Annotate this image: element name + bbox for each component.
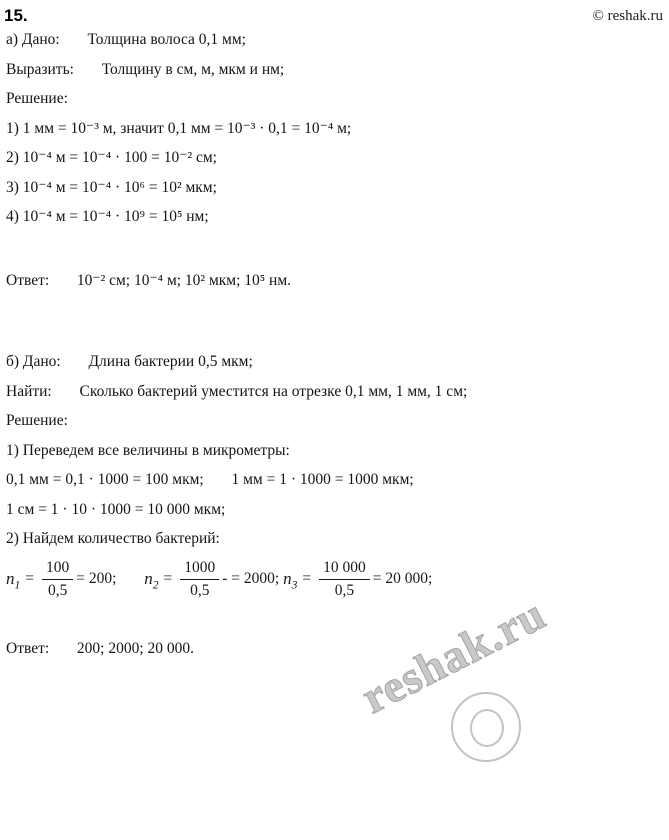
- formula-n2-fraction: [177, 559, 222, 600]
- part-a-step-1: 1) 1 мм = 10⁻³ м, значит 0,1 мм = 10⁻³ · 0,1 = 10⁻⁴ м;: [6, 119, 352, 137]
- formula-n3: [283, 559, 432, 600]
- part-b-answer-line: [6, 641, 661, 657]
- part-a-solution-label: Решение:: [6, 90, 68, 107]
- formula-n3-result: = 20 000;: [372, 570, 433, 587]
- denominator: 0,5: [190, 581, 210, 599]
- denominator: 0,5: [334, 581, 355, 599]
- part-b-find-label: Найти:: [6, 382, 52, 400]
- formula-n1-fraction: [39, 559, 76, 600]
- spacer-block: [6, 336, 661, 354]
- formula-n1-variable: $n_1$: [6, 569, 21, 592]
- part-b-find-value: Сколько бактерий уместится на отрезке 0,1 мм, 1 мм, 1 см;: [79, 382, 468, 400]
- formula-n3-fraction: [316, 559, 373, 600]
- formula-n1-result: = 200;: [76, 570, 117, 587]
- part-b-given-value: Длина бактерии 0,5 мкм;: [88, 353, 253, 370]
- part-b-formula-row: [6, 559, 661, 615]
- equals-sign: =: [302, 570, 312, 587]
- formula-n1: [6, 559, 116, 600]
- part-a-step-3: 3) 10⁻⁴ м = 10⁻⁴ · 10⁶ = 10² мкм;: [6, 178, 217, 196]
- numerator: 1000: [184, 558, 216, 576]
- part-b-conversion-line-1: [6, 472, 661, 488]
- denominator: 0,5: [47, 581, 68, 599]
- part-b-answer-label: Ответ:: [6, 639, 50, 657]
- part-b-given-line: [6, 354, 661, 370]
- spacer-block: [6, 302, 661, 336]
- watermark-seal-icon: [451, 692, 521, 762]
- spacer-block: [6, 239, 661, 273]
- formula-n2-variable: $n_2$: [144, 569, 159, 592]
- part-b-step-2-label: 2) Найдем количество бактерий:: [6, 530, 220, 547]
- numerator: 100: [46, 558, 70, 576]
- watermark-text: reshak.ru: [353, 587, 554, 724]
- part-a-given-line: [6, 32, 661, 48]
- conversion-0-1-mm: 0,1 мм = 0,1 · 1000 = 100 мкм;: [6, 471, 204, 488]
- part-a-answer-value: 10⁻² см; 10⁻⁴ м; 10² мкм; 10⁵ нм.: [76, 271, 292, 289]
- equals-sign: =: [25, 570, 35, 587]
- part-a-given-value: Толщина волоса 0,1 мм;: [87, 31, 246, 48]
- document-page: [0, 6, 669, 840]
- part-a-answer-label: Ответ:: [6, 271, 50, 289]
- page-header: [0, 6, 669, 32]
- part-a-express-line: [6, 62, 661, 78]
- part-a-express-value: Толщину в см, м, мкм и нм;: [101, 60, 285, 78]
- part-a-given-label: а) Дано:: [6, 31, 60, 48]
- part-a-express-label: Выразить:: [6, 60, 74, 78]
- formula-n3-variable: $n_3$: [283, 569, 298, 592]
- part-b-answer-value: 200; 2000; 20 000.: [76, 639, 195, 657]
- copyright-watermark: © reshak.ru: [592, 8, 663, 24]
- equals-sign: =: [163, 570, 173, 587]
- part-b-given-label: б) Дано:: [6, 353, 61, 370]
- part-b-step-1-label: 1) Переведем все величины в микрометры:: [6, 441, 290, 459]
- part-a-step-4: 4) 10⁻⁴ м = 10⁻⁴ · 10⁹ = 10⁵ нм;: [6, 208, 209, 225]
- conversion-1-mm: 1 мм = 1 · 1000 = 1000 мкм;: [231, 471, 414, 488]
- part-a-answer-line: [6, 273, 661, 289]
- part-b-conversion-line-2: 1 см = 1 · 10 · 1000 = 10 000 мкм;: [6, 500, 226, 518]
- part-b-solution-label: Решение:: [6, 412, 68, 429]
- formula-n2: [144, 559, 279, 600]
- part-a-step-2: 2) 10⁻⁴ м = 10⁻⁴ · 100 = 10⁻² см;: [6, 149, 217, 166]
- task-number: 15.: [4, 6, 28, 25]
- document-content: [0, 32, 669, 656]
- numerator: 10 000: [323, 558, 366, 576]
- part-b-find-line: [6, 384, 661, 400]
- formula-n2-result: - = 2000;: [222, 570, 280, 587]
- spacer-block: [6, 615, 661, 641]
